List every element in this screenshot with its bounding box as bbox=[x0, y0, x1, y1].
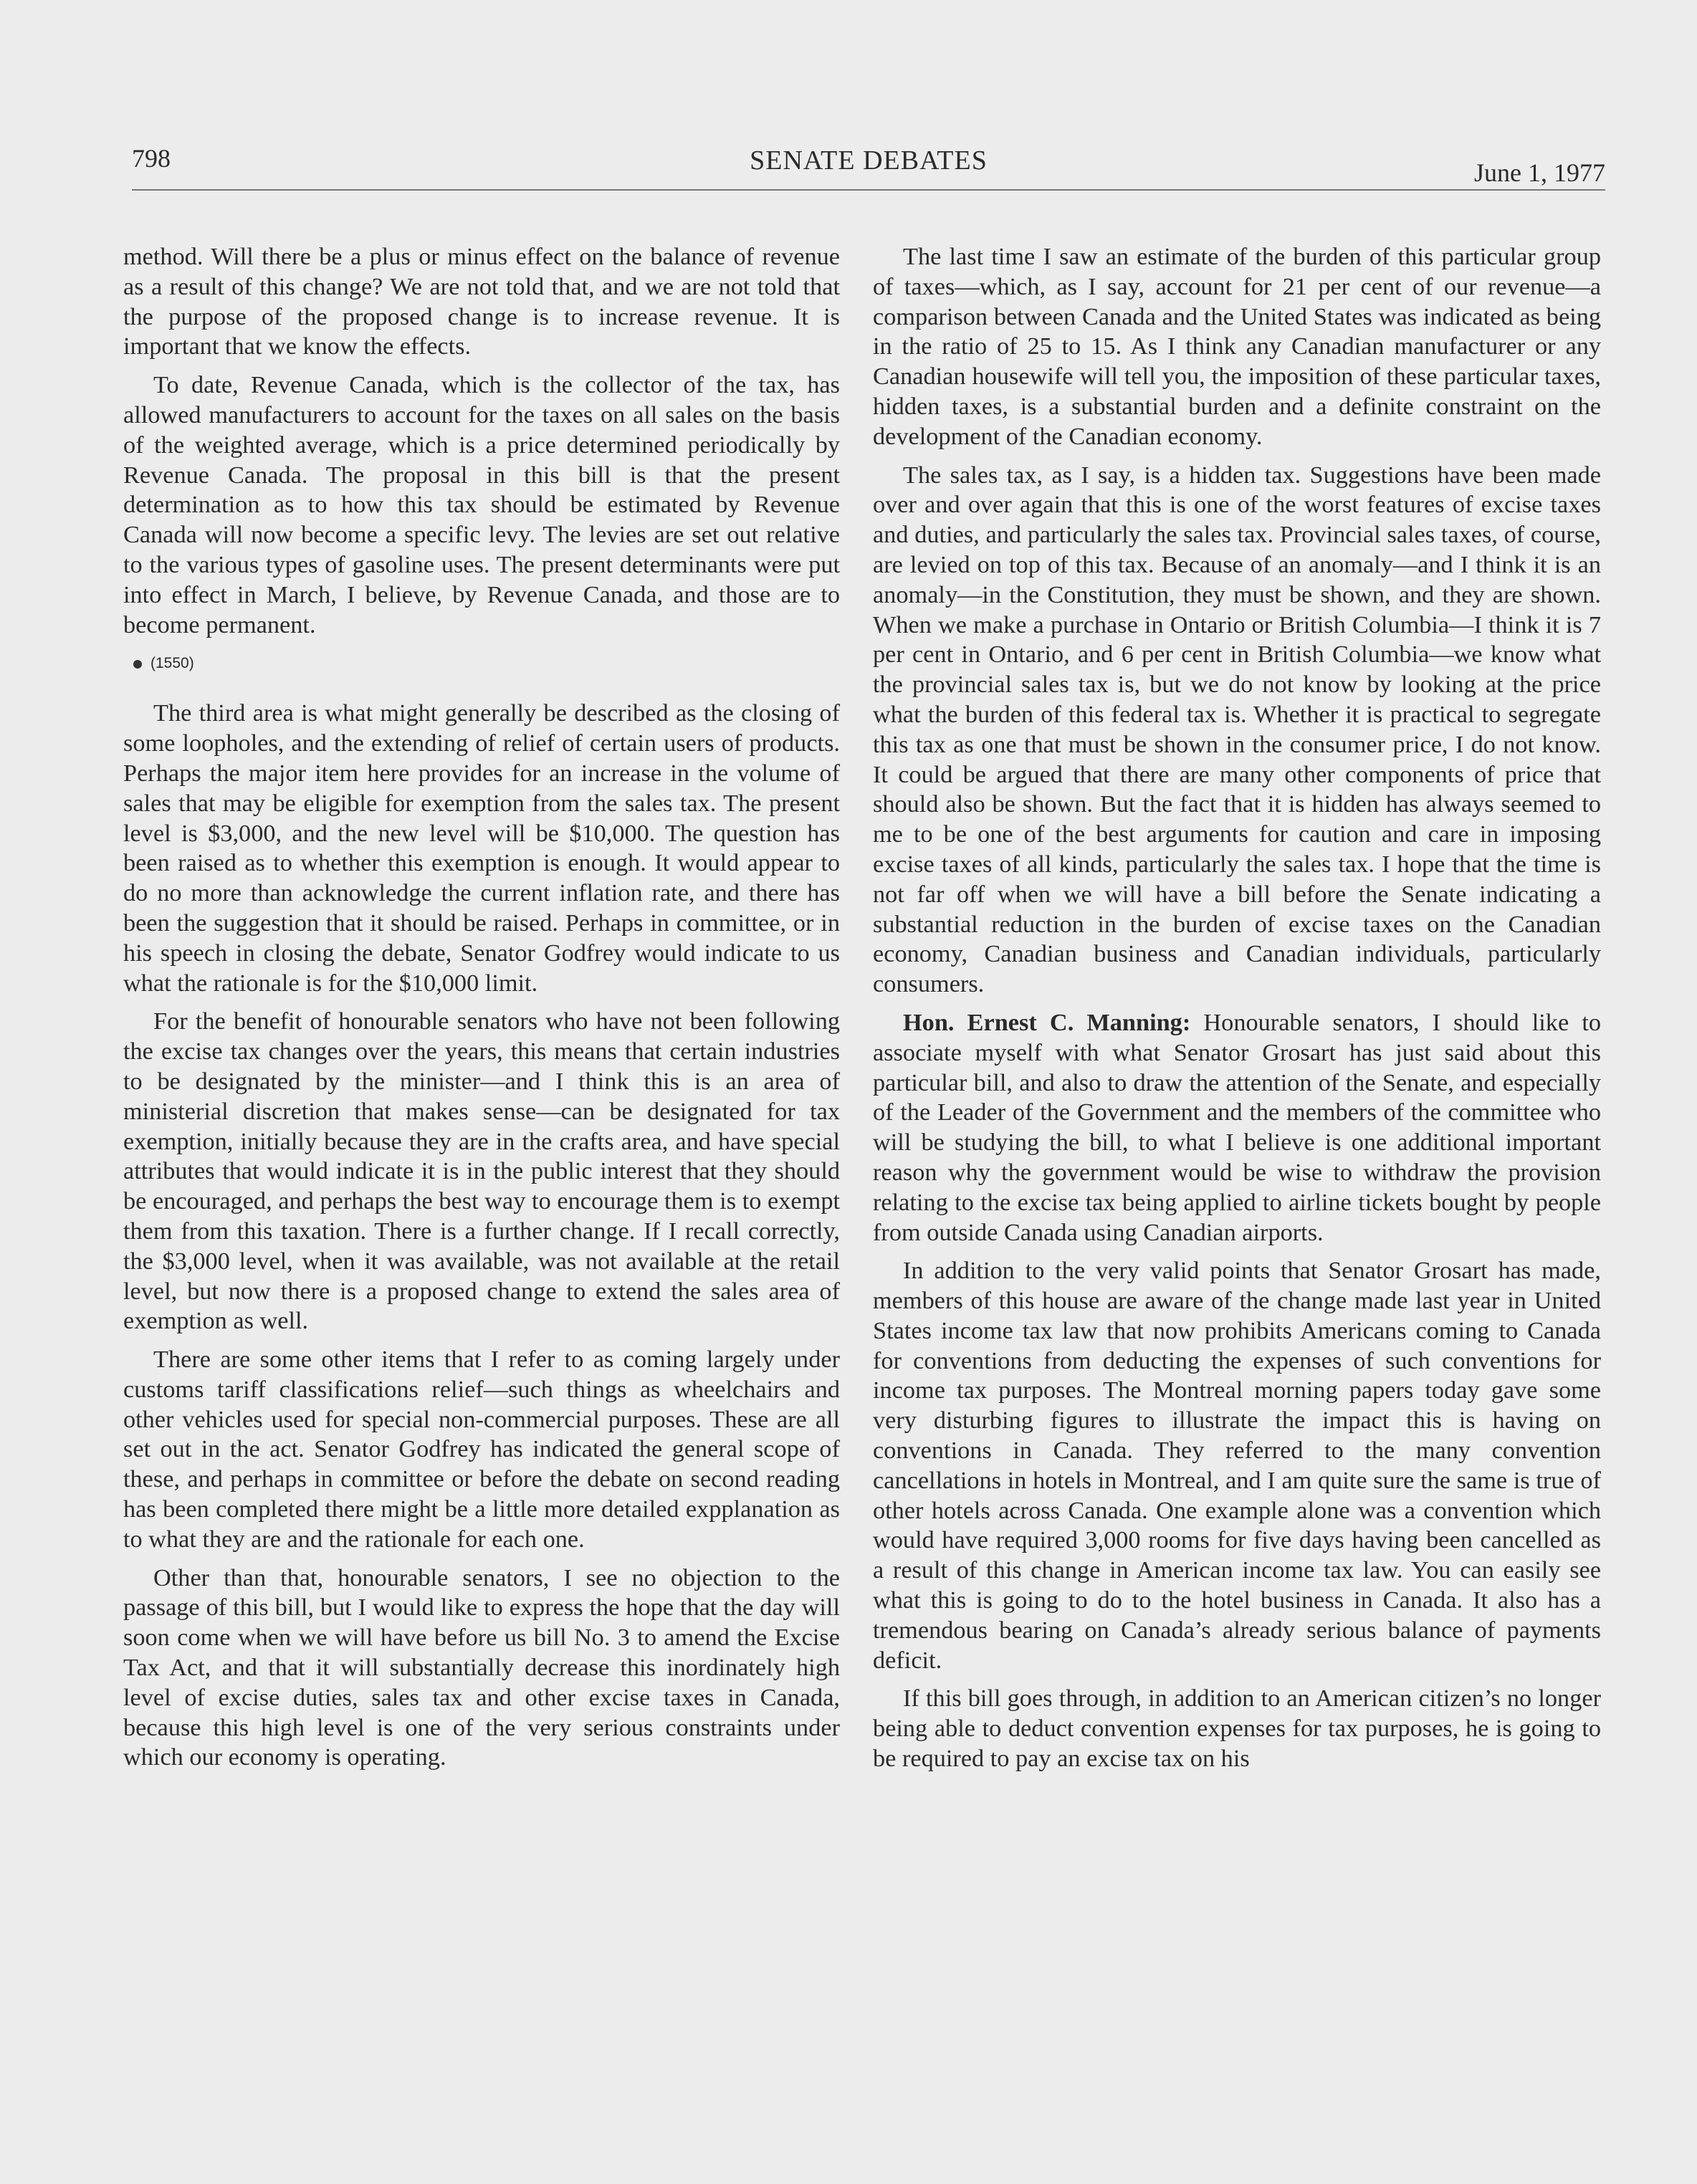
speech-paragraph bbox=[873, 1008, 1601, 1247]
paragraph: In addition to the very valid points that Senator Grosart has made, members of this house are aware of the change made last year in United States income tax law that now prohibits Americans coming to Canada for conventions from deducting the expenses of such conventions for income tax purposes. The Montreal morning papers today gave some very disturbing figures to illustrate the impact this is having on conventions in Canada. They referred to the many convention cancellations in hotels in Montreal, and I am quite sure the same is true of other hotels across Canada. One example alone was a convention which would have required 3,000 rooms for five days having been cancelled as a result of this change in American income tax law. You can easily see what this is going to do to the hotel business in Canada. It also has a tremendous bearing on Canada’s already serious balance of payments deficit. bbox=[873, 1257, 1601, 1674]
paragraph: There are some other items that I refer to as coming largely under customs tariff classifications relief—such things as wheelchairs and other vehicles used for special non-commercial purposes. These are all set out in the act. Senator Godfrey has indicated the general scope of these, and perhaps in committee or before the debate on second reading has been completed there might be a little more detailed expplanation as to what they are and the rationale for each one. bbox=[123, 1346, 840, 1553]
paragraph: method. Will there be a plus or minus effect on the balance of revenue as a result of this change? We are not told that, and we are not told that the purpose of the proposed change is to increase revenue. It is important that we know the effects. bbox=[123, 243, 840, 360]
paragraph: The third area is what might generally be described as the closing of some loopholes, and the extending of relief of certain users of products. Perhaps the major item here provides for an increase in the volume of sales that may be eligible for exemption from the sales tax. The present level is $3,000, and the new level will be $10,000. The question has been raised as to whether this exemption is enough. It would appear to do no more than acknowledge the current inflation rate, and there has been the suggestion that it should be raised. Perhaps in committee, or in his speech in closing the debate, Senator Godfrey would indicate to us what the rationale is for the $10,000 limit. bbox=[123, 699, 840, 997]
paragraph: The sales tax, as I say, is a hidden tax. Suggestions have been made over and over again that this is one of the worst features of excise taxes and duties, and particularly the sales tax. Provincial sales taxes, of course, are levied on top of this tax. Because of an anomaly—and I think it is an anomaly—in the Constitution, they must be shown, and they are shown. When we make a purchase in Ontario or British Columbia—I think it is 7 per cent in Ontario, and 6 per cent in British Columbia—we know what the provincial sales tax is, but we do not know by looking at the price what the burden of this federal tax is. Whether it is practical to segregate this tax as one that must be shown in the consumer price, I do not know. It could be argued that there are many other components of price that should also be shown. But the fact that it is hidden has always seemed to me to be one of the best arguments for caution and care in imposing excise taxes of all kinds, particularly the sales tax. I hope that the time is not far off when we will have a bill before the Senate indicating a substantial reduction in the burden of excise taxes on the Canadian economy, Canadian business and Canadian individuals, particularly consumers. bbox=[873, 461, 1601, 998]
time-marker bbox=[133, 653, 840, 674]
paragraph: For the benefit of honourable senators who have not been following the excise tax changes over the years, this means that certain industries to be designated by the minister—and I think this is an area of ministerial discretion that makes sense—can be designated for tax exemption, initially because they are in the crafts area, and have special attributes that would indicate it is in the public interest that they should be encouraged, and perhaps the best way to encourage them is to exempt them from this taxation. There is a further change. If I recall correctly, the $3,000 level, when it was available, was not available at the retail level, but now there is a proposed change to extend the sales area of exemption as well. bbox=[123, 1007, 840, 1335]
speech-text: Honourable senators, I should like to associate myself with what Senator Grosart has just said about this particular bill, and also to draw the attention of the Senate, and especially of the Leader of the Government and the members of the committee who will be studying the bill, to what I believe is one additional important reason why the government would be wise to withdraw the provision relating to the excise tax being applied to airline tickets bought by people from outside Canada using Canadian airports. bbox=[873, 1008, 1602, 1246]
right-column bbox=[873, 242, 1601, 1783]
header-rule bbox=[132, 189, 1605, 191]
paragraph: If this bill goes through, in addition to an American citizen’s no longer being able to deduct convention expenses for tax purposes, he is going to be required to pay an excise tax on his bbox=[873, 1685, 1601, 1773]
speaker-name: Hon. Ernest C. Manning: bbox=[903, 1008, 1191, 1036]
bullet-icon bbox=[133, 660, 142, 669]
time-marker-text: (1550) bbox=[150, 655, 194, 672]
paragraph: Other than that, honourable senators, I see no objection to the passage of this bill, but I would like to express the hope that the day will soon come when we will have before us bill No. 3 to amend the Excise Tax Act, and that it will substantially decrease this inordinately high level of excise duties, sales tax and other excise taxes in Canada, because this high level is one of the very serious constraints under which our economy is operating. bbox=[123, 1563, 840, 1771]
page-number: 798 bbox=[132, 144, 171, 173]
paragraph: The last time I saw an estimate of the burden of this particular group of taxes—which, as I say, account for 21 per cent of our revenue—a comparison between Canada and the United States was indicated as being in the ratio of 25 to 15. As I think any Canadian manufacturer or any Canadian housewife will tell you, the imposition of these particular taxes, hidden taxes, is a substantial burden and a definite constraint on the development of the Canadian economy. bbox=[873, 243, 1601, 450]
page-header bbox=[132, 143, 1605, 193]
left-column bbox=[123, 242, 840, 1781]
journal-title: SENATE DEBATES bbox=[750, 145, 988, 176]
issue-date: June 1, 1977 bbox=[1474, 158, 1605, 187]
paragraph: To date, Revenue Canada, which is the collector of the tax, has allowed manufacturers to account for the taxes on all sales on the basis of the weighted average, which is a price determined periodically by Revenue Canada. The proposal in this bill is that the present determination as to how this tax should be estimated by Revenue Canada will now become a specific levy. The levies are set out relative to the various types of gasoline uses. The present determinants were put into effect in March, I believe, by Revenue Canada, and those are to become permanent. bbox=[123, 371, 840, 638]
